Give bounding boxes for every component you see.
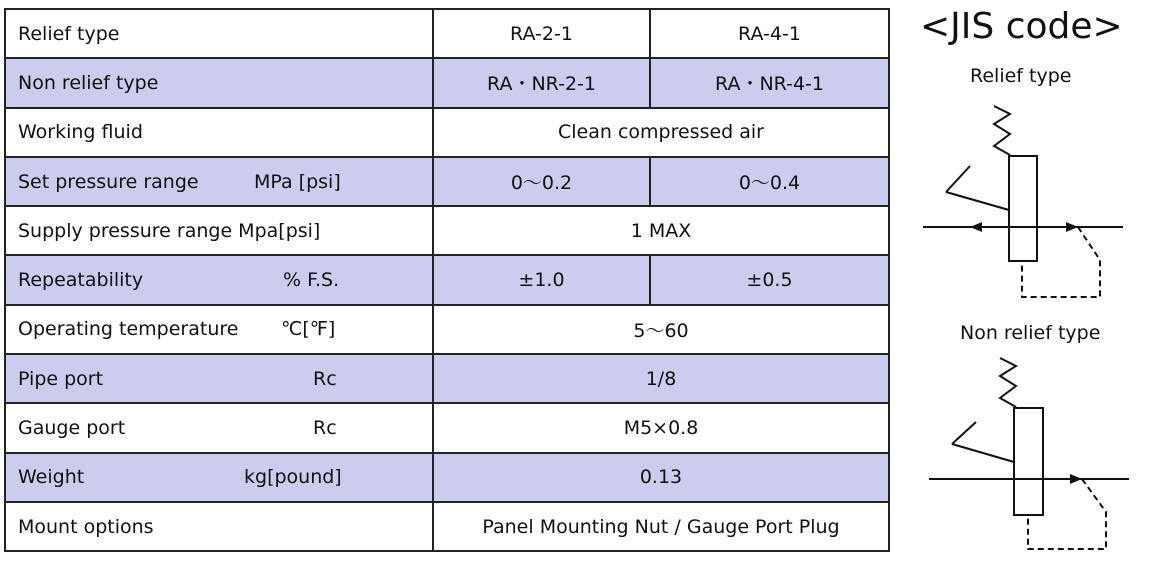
row-label-cell [5, 502, 433, 551]
row-label: Relief type [18, 22, 120, 45]
spec-table [4, 8, 890, 552]
table-row [5, 354, 889, 403]
row-unit: Rc [313, 367, 337, 390]
row-label-cell [5, 206, 433, 255]
table-row [5, 502, 889, 551]
row-label: Gauge port [18, 417, 126, 440]
row-value-cell: Clean compressed air [433, 108, 889, 157]
row-label: Non relief type [18, 71, 159, 94]
row-unit: MPa [psi] [254, 170, 341, 193]
row-value-cell: 1/8 [433, 354, 889, 403]
spring-icon [994, 106, 1010, 155]
adjust-arrow [946, 166, 970, 192]
row-value-cell: 5～60 [433, 305, 889, 354]
table-row [5, 157, 889, 206]
adjust-arrow [952, 422, 976, 444]
row-value-cell: 1 MAX [433, 206, 889, 255]
row-label-cell [5, 453, 433, 502]
non-relief-type-symbol [924, 352, 1144, 562]
row-label: Working fluid [18, 121, 143, 144]
valve-body [1014, 408, 1043, 515]
row-label-cell [5, 255, 433, 304]
row-label: Supply pressure range Mpa[psi] [18, 219, 321, 242]
left-arrow-icon [970, 222, 982, 232]
row-value-cell: RA・NR-4-1 [650, 58, 889, 107]
row-value-cell: M5×0.8 [433, 403, 889, 452]
table-row [5, 108, 889, 157]
row-label: Mount options [18, 515, 154, 538]
table-row [5, 403, 889, 452]
row-value-cell: 0～0.2 [433, 157, 650, 206]
relief-type-symbol [918, 100, 1138, 310]
right-arrow-icon [1066, 222, 1078, 232]
row-value-cell: RA・NR-2-1 [433, 58, 650, 107]
row-value-cell: 0～0.4 [650, 157, 889, 206]
table-row [5, 305, 889, 354]
row-label-cell [5, 58, 433, 107]
row-value-cell: 0.13 [433, 453, 889, 502]
table-row [5, 206, 889, 255]
row-value-cell: ±1.0 [433, 255, 650, 304]
row-unit: Rc [313, 417, 337, 440]
jis-code-title: <JIS code> [920, 6, 1123, 47]
table-row [5, 9, 889, 58]
valve-body [1009, 156, 1037, 261]
row-unit: kg[pound] [244, 466, 342, 489]
row-label-cell [5, 305, 433, 354]
row-label: Operating temperature [18, 318, 239, 341]
row-label-cell [5, 354, 433, 403]
table-row [5, 255, 889, 304]
row-value-cell: Panel Mounting Nut / Gauge Port Plug [433, 502, 889, 551]
row-label: Repeatability [18, 269, 144, 292]
row-label-cell [5, 9, 433, 58]
row-unit: ℃[℉] [281, 318, 336, 341]
row-value-cell: RA-2-1 [433, 9, 650, 58]
row-label-cell [5, 403, 433, 452]
row-label: Set pressure range [18, 170, 199, 193]
spring-icon [1000, 358, 1016, 407]
table-row [5, 453, 889, 502]
row-value-cell: ±0.5 [650, 255, 889, 304]
row-label-cell [5, 108, 433, 157]
row-unit: % F.S. [283, 269, 340, 292]
table-row [5, 58, 889, 107]
row-label-cell [5, 157, 433, 206]
row-label: Pipe port [18, 367, 104, 390]
row-label: Weight [18, 466, 85, 489]
row-value-cell: RA-4-1 [650, 9, 889, 58]
non-relief-type-caption: Non relief type [960, 322, 1101, 344]
right-arrow-icon [1070, 474, 1082, 484]
relief-type-caption: Relief type [970, 65, 1072, 87]
